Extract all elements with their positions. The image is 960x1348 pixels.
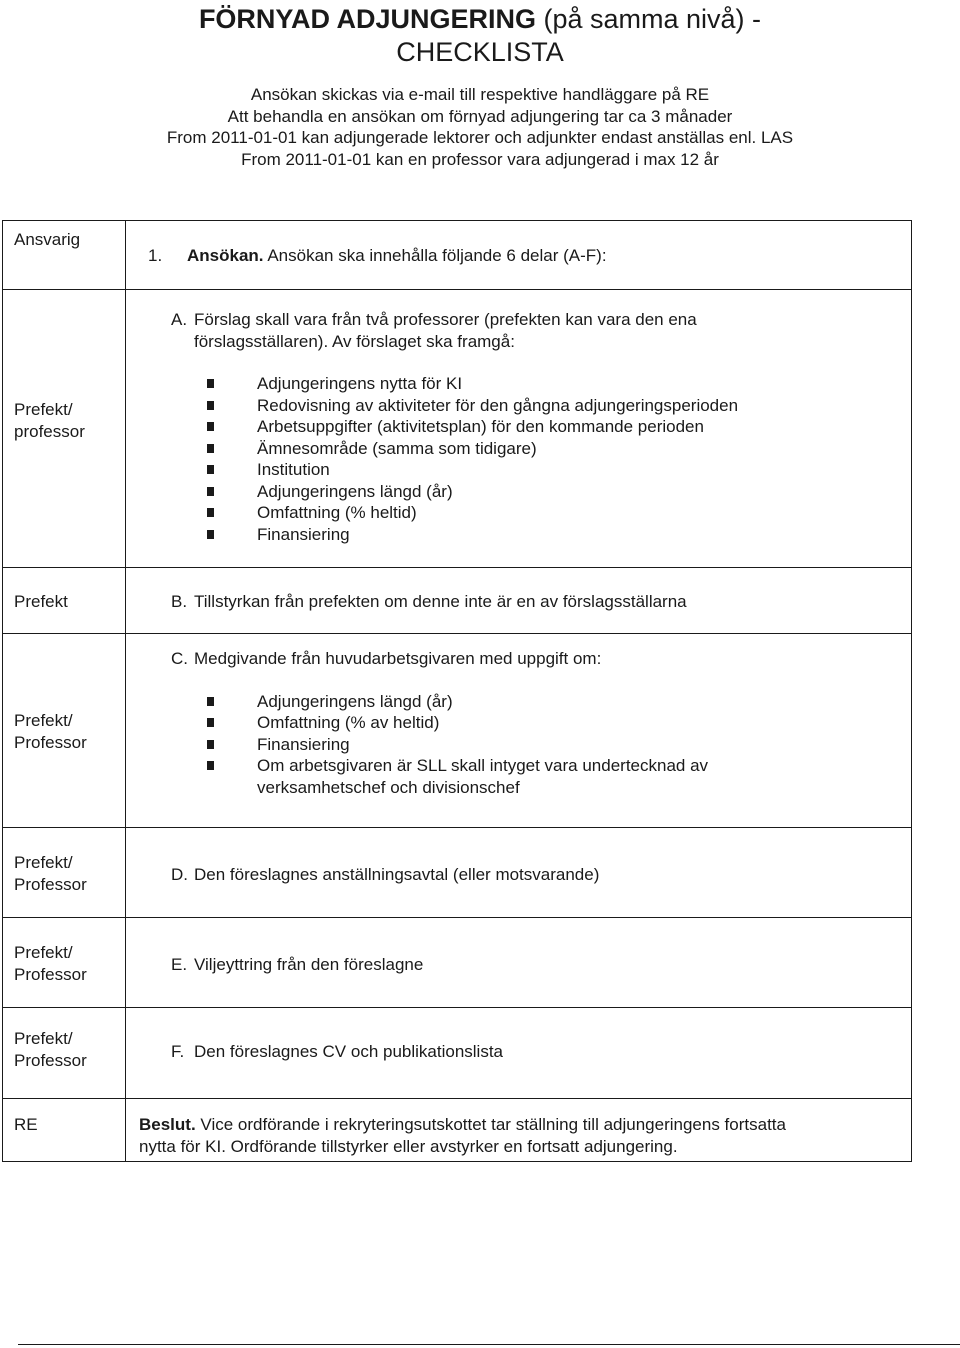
item-text-cont: förslagsställaren). Av förslaget ska framgå: — [194, 331, 515, 351]
table-row-d — [3, 828, 912, 918]
item-letter: F. — [171, 1042, 185, 1061]
step-header — [126, 221, 912, 290]
item-text: Den föreslagnes CV och publikationslista — [194, 1042, 504, 1061]
item-letter: E. — [171, 955, 188, 974]
list-item: Arbetsuppgifter (aktivitetsplan) för den kommande perioden — [170, 416, 903, 438]
bullet-list — [126, 373, 903, 545]
decision-bold: Beslut. — [139, 1115, 196, 1134]
list-item: Institution — [170, 459, 903, 481]
responsible-decision: RE — [3, 1099, 126, 1162]
decision-line1: Vice ordförande i rekryteringsutskottet tar ställning till adjungeringens fortsatta — [195, 1115, 786, 1134]
intro-block — [0, 84, 960, 170]
responsible-b: Prefekt — [3, 568, 126, 634]
table-row-a — [3, 290, 912, 568]
item-letter: C. — [171, 649, 188, 668]
table-row-c — [3, 634, 912, 828]
table-row-e — [3, 918, 912, 1008]
list-item: Finansiering — [170, 524, 903, 546]
table-row-header — [3, 221, 912, 290]
item-letter: B. — [171, 592, 188, 611]
intro-line: Att behandla en ansökan om förnyad adjungering tar ca 3 månader — [227, 106, 733, 126]
list-item: Omfattning (% av heltid) — [170, 712, 903, 734]
list-item: Adjungeringens längd (år) — [170, 481, 903, 503]
title-rest: (på samma nivå) - — [535, 4, 762, 34]
item-c — [126, 634, 912, 828]
decision-line2: nytta för KI. Ordförande tillstyrker eller avstyrker en fortsatt adjungering. — [139, 1136, 678, 1156]
list-item-cont: verksamhetschef och divisionschef — [257, 777, 520, 797]
checklist-table — [2, 220, 912, 1162]
title-bold: FÖRNYAD ADJUNGERING — [198, 4, 536, 34]
responsible-c: Prefekt/ Professor — [3, 634, 126, 828]
item-text: Viljeyttring från den föreslagne — [194, 955, 424, 974]
list-item: Finansiering — [170, 734, 903, 756]
decision-text — [126, 1099, 912, 1162]
list-item: Om arbetsgivaren är SLL skall intyget vara undertecknad av — [170, 755, 903, 777]
responsible-d: Prefekt/ Professor — [3, 828, 126, 918]
list-item: Ämnesområde (samma som tidigare) — [170, 438, 903, 460]
item-text: Tillstyrkan från prefekten om denne inte är en av förslagsställarna — [194, 592, 687, 611]
responsible-f: Prefekt/ Professor — [3, 1008, 126, 1099]
table-row-decision — [3, 1099, 912, 1162]
item-text: Den föreslagnes anställningsavtal (eller motsvarande) — [194, 865, 600, 884]
list-item: Redovisning av aktiviteter för den gångna adjungeringsperioden — [170, 395, 903, 417]
footer-divider — [18, 1344, 960, 1345]
table-row-b — [3, 568, 912, 634]
intro-line: From 2011-01-01 kan adjungerade lektorer och adjunkter endast anställas enl. LAS — [166, 128, 794, 147]
bullet-list — [126, 691, 903, 777]
item-d — [126, 828, 912, 918]
table-row-f — [3, 1008, 912, 1099]
document-title — [0, 3, 960, 69]
item-text: Förslag skall vara från två professorer (prefekten kan vara den ena — [194, 310, 697, 329]
item-b — [126, 568, 912, 634]
step-number: 1. — [148, 246, 163, 265]
title-line2: CHECKLISTA — [396, 37, 564, 67]
intro-line: From 2011-01-01 kan en professor vara adjungerad i max 12 år — [241, 149, 719, 169]
list-item: Adjungeringens nytta för KI — [170, 373, 903, 395]
step-title: Ansökan. — [187, 246, 264, 265]
responsible-a: Prefekt/ professor — [3, 290, 126, 568]
item-a — [126, 290, 912, 568]
item-letter: D. — [171, 865, 188, 884]
list-item: Adjungeringens längd (år) — [170, 691, 903, 713]
responsible-header: Ansvarig — [3, 221, 126, 290]
step-desc: Ansökan ska innehålla följande 6 delar (A-F): — [263, 246, 607, 265]
list-item: Omfattning (% heltid) — [170, 502, 903, 524]
intro-line: Ansökan skickas via e-mail till respektive handläggare på RE — [250, 85, 710, 104]
item-letter: A. — [171, 310, 188, 329]
item-e — [126, 918, 912, 1008]
item-f — [126, 1008, 912, 1099]
responsible-e: Prefekt/ Professor — [3, 918, 126, 1008]
item-text: Medgivande från huvudarbetsgivaren med uppgift om: — [194, 649, 602, 668]
